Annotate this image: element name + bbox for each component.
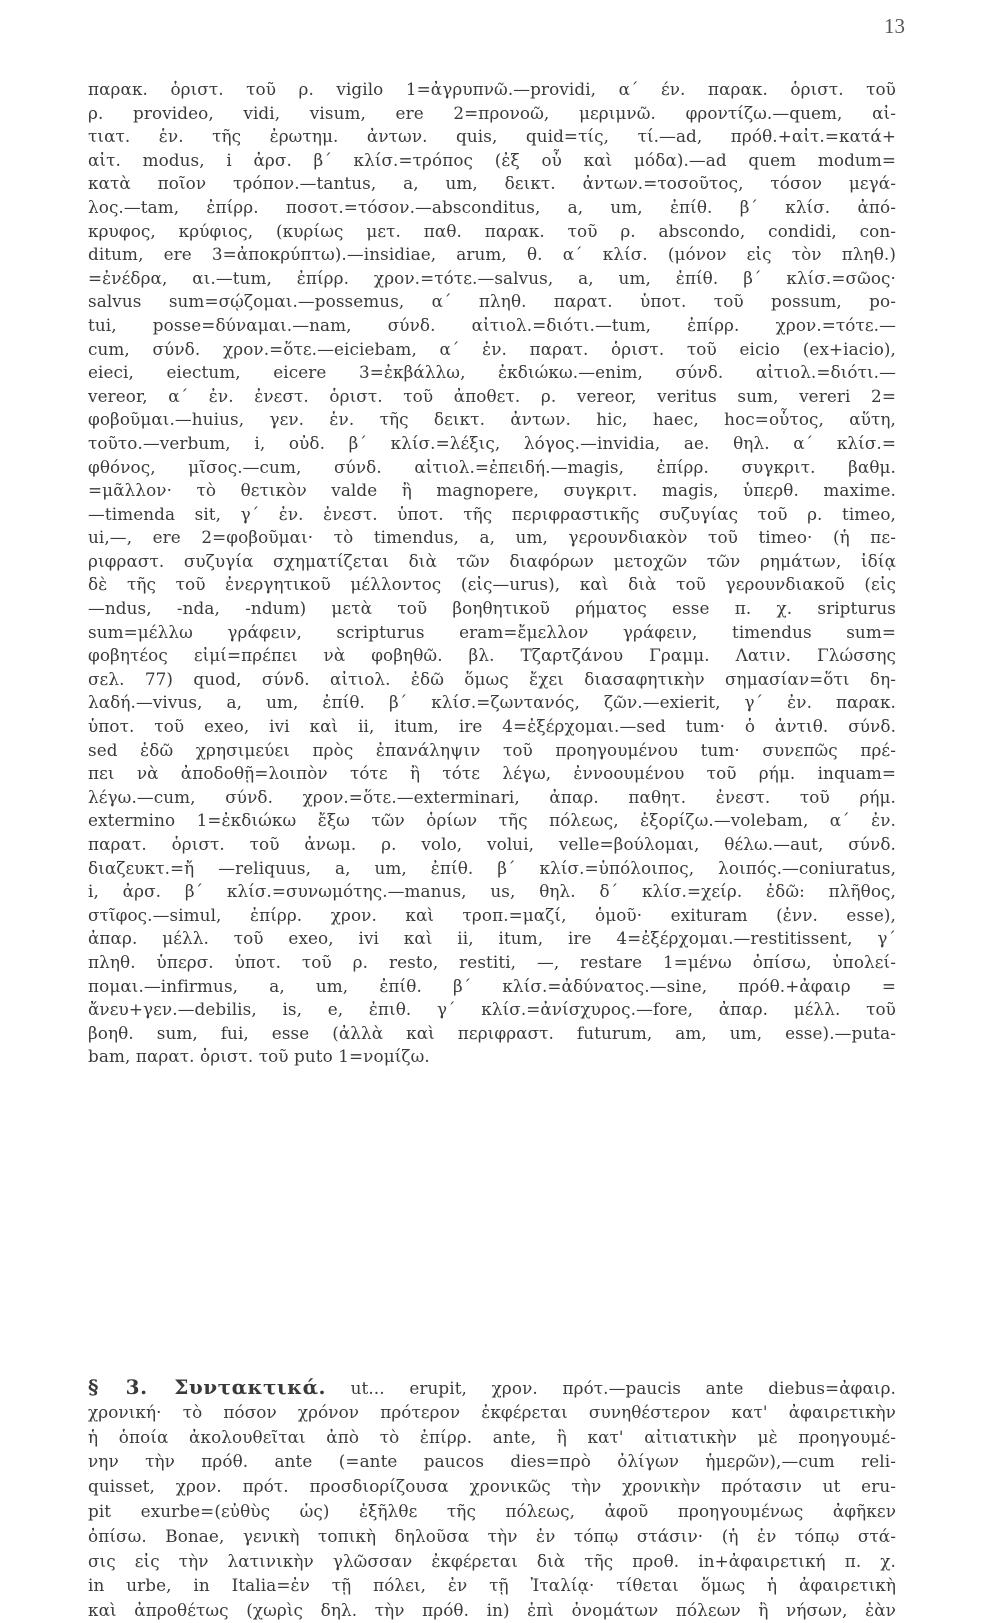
text-line: —timenda sit, γ΄ ἐν. ἐνεστ. ὑποτ. τῆς περιφραστικῆς συζυγίας τοῦ ρ. timeo, [88, 503, 896, 524]
syntax-section [88, 1375, 896, 1623]
section-text-line: νην τὴν πρόθ. ante (=ante paucos dies=πρὸ ὀλίγων ἡμερῶν),—cum reli- [88, 1451, 896, 1472]
text-line: extermino 1=ἐκδιώκω ἔξω τῶν ὁρίων τῆς πόλεως, ἐξορίζω.—volebam, α΄ ἐν. [88, 810, 896, 831]
text-line: ὑποτ. τοῦ exeo, ivi καὶ ii, itum, ire 4=ἐξέρχομαι.—sed tum· ὁ ἀντιθ. σύνδ. [88, 716, 896, 737]
section-text-line: καὶ ἀπροθέτως (χωρὶς δηλ. τὴν πρόθ. in) ἐπὶ ὀνομάτων πόλεων ἢ νήσων, ἐὰν [88, 1600, 896, 1621]
section-text-line: pit exurbe=(εὐθὺς ὡς) ἐξῆλθε τῆς πόλεως, ἀφοῦ προηγουμένως ἀφῆκεν [88, 1500, 896, 1521]
text-line: eieci, eiectum, eicere 3=ἐκβάλλω, ἐκδιώκω.—enim, σύνδ. αἰτιολ.=διότι.— [88, 362, 896, 383]
section-text-line: quisset, χρον. πρότ. προσδιορίζουσα χρονικῶς τὴν χρονικὴν πρότασιν ut eru- [88, 1476, 896, 1497]
text-line: στῖφος.—simul, ἐπίρρ. χρον. καὶ τροπ.=μαζί, ὁμοῦ· exituram (ἐνν. esse), [88, 904, 896, 925]
text-line: =ἐνέδρα, αι.—tum, ἐπίρρ. χρον.=τότε.—salvus, a, um, ἐπίθ. β΄ κλίσ.=σῶος· [88, 267, 896, 288]
text-line: ditum, ere 3=ἀποκρύπτω).—insidiae, arum, θ. α΄ κλίσ. (μόνον εἰς τὸν πληθ.) [88, 244, 896, 265]
text-line: δὲ τῆς τοῦ ἐνεργητικοῦ μέλλοντος (εἰς—urus), καὶ διὰ τοῦ γερουνδιακοῦ (εἰς [88, 574, 896, 595]
text-line: τοῦτο.—verbum, i, οὐδ. β΄ κλίσ.=λέξις, λόγος.—invidia, ae. θηλ. α΄ κλίσ.= [88, 432, 896, 453]
section-first-line-text: ut... erupit, χρον. πρότ.—paucis ante diebus=ἀφαιρ. [350, 1378, 896, 1398]
text-line: παρακ. ὁριστ. τοῦ ρ. vigilo 1=ἀγρυπνῶ.—providi, α΄ έν. παρακ. ὁριστ. τοῦ [88, 79, 896, 99]
text-line: λέγω.—cum, σύνδ. χρον.=ὅτε.—exterminari, ἀπαρ. παθητ. ἐνεστ. τοῦ ρήμ. [88, 786, 896, 807]
text-line: λος.—tam, ἐπίρρ. ποσοτ.=τόσον.—absconditus, a, um, ἐπίθ. β΄ κλίσ. ἀπό- [88, 196, 896, 217]
text-line: φοβητέος εἰμί=πρέπει νὰ φοβηθῶ. βλ. Τζαρτζάνου Γραμμ. Λατιν. Γλώσσης [88, 645, 896, 666]
text-line: ui,—, ere 2=φοβοῦμαι· τὸ timendus, a, um, γερουνδιακὸν τοῦ timeo· (ἡ πε- [88, 527, 896, 548]
text-line: ἄνευ+γεν.—debilis, is, e, ἐπιθ. γ΄ κλίσ.=ἀνίσχυρος.—fore, ἀπαρ. μέλλ. τοῦ [88, 999, 896, 1020]
text-line: =μᾶλλον· τὸ θετικὸν valde ἢ magnopere, συγκριτ. magis, ὑπερθ. maxime. [88, 480, 896, 501]
text-line: ἀπαρ. μέλλ. τοῦ exeo, ivi καὶ ii, itum, ire 4=ἐξέρχομαι.—restitissent, γ΄ [88, 928, 896, 949]
section-text-line: ὀπίσω. Bonae, γενικὴ τοπικὴ δηλοῦσα τὴν ἐν τόπῳ στάσιν· (ἡ ἐν τόπῳ στά- [88, 1525, 896, 1546]
text-line: σελ. 77) quod, σύνδ. αἰτιολ. ἐδῶ ὅμως ἔχει διασαφητικὴν σημασίαν=ὅτι δη- [88, 668, 896, 689]
text-line: vereor, α΄ ἐν. ἐνεστ. ὁριστ. τοῦ ἀποθετ. ρ. vereor, veritus sum, vereri 2= [88, 385, 896, 406]
text-line: πει νὰ ἀποδοθῇ=λοιπὸν τότε ἢ τότε λέγω, ἐννοουμένου τοῦ ρήμ. inquam= [88, 763, 896, 784]
text-line: i, ἀρσ. β΄ κλίσ.=συνωμότης.—manus, us, θηλ. δ΄ κλίσ.=χείρ. ἐδῶ: πλῆθος, [88, 881, 896, 902]
text-line: κρυφος, κρύφιος, (κυρίως μετ. παθ. παρακ. τοῦ ρ. abscondo, condidi, con- [88, 220, 896, 241]
section-text-line: in urbe, in Italia=ἐν τῇ πόλει, ἐν τῇ Ἰταλίᾳ· τίθεται ὅμως ἡ ἀφαιρετικὴ [88, 1575, 896, 1596]
text-line: τιατ. ἑν. τῆς ἐρωτημ. ἀντων. quis, quid=τίς, τί.—ad, πρόθ.+αἰτ.=κατά+ [88, 126, 896, 147]
text-line: sum=μέλλω γράφειν, scripturus eram=ἔμελλον γράφειν, timendus sum= [88, 621, 896, 642]
text-line: πληθ. ὑπερσ. ὑποτ. τοῦ ρ. resto, restiti, —, restare 1=μένω ὀπίσω, ὑπολεί- [88, 951, 896, 972]
text-line: αἰτ. modus, i ἀρσ. β΄ κλίσ.=τρόπος (ἐξ οὗ καὶ μόδα).—ad quem modum= [88, 149, 896, 170]
text-line: —ndus, -nda, -ndum) μετὰ τοῦ βοηθητικοῦ ρήματος esse π. χ. sripturus [88, 598, 896, 619]
text-line: διαζευκτ.=ἤ —reliquus, a, um, ἐπίθ. β΄ κλίσ.=ὑπόλοιπος, λοιπός.—coniuratus, [88, 857, 896, 878]
text-line: βοηθ. sum, fui, esse (ἀλλὰ καὶ περιφραστ. futurum, am, um, esse).—puta- [88, 1022, 896, 1043]
page-number: 13 [884, 14, 905, 38]
text-line: cum, σύνδ. χρον.=ὅτε.—eiciebam, α΄ ἐν. παρατ. ὁριστ. τοῦ eicio (ex+iacio), [88, 338, 896, 359]
text-line: λαδή.—vivus, a, um, ἐπίθ. β΄ κλίσ.=ζωντανός, ζῶν.—exierit, γ΄ ἐν. παρακ. [88, 692, 896, 713]
text-line: κατὰ ποῖον τρόπον.—tantus, a, um, δεικτ. ἀντων.=τοσοῦτος, τόσον μεγά- [88, 173, 896, 194]
text-line: παρατ. ὁριστ. τοῦ ἀνωμ. ρ. volo, volui, velle=βούλομαι, θέλω.—aut, σύνδ. [88, 834, 896, 854]
lexicon-text-block [88, 78, 896, 1069]
section-text-line: σις εἰς τὴν λατινικὴν γλῶσσαν ἐκφέρεται διὰ τῆς προθ. in+ἀφαιρετική π. χ. [88, 1550, 896, 1571]
text-line: φοβοῦμαι.—huius, γεν. ἑν. τῆς δεικτ. ἀντων. hic, haec, hoc=οὗτος, αὕτη, [88, 409, 896, 430]
text-line: salvus sum=σῴζομαι.—possemus, α΄ πληθ. παρατ. ὑποτ. τοῦ possum, po- [88, 291, 896, 312]
text-line: tui, posse=δύναμαι.—nam, σύνδ. αἰτιολ.=διότι.—tum, ἐπίρρ. χρον.=τότε.— [88, 314, 896, 335]
text-line: φθόνος, μῖσος.—cum, σύνδ. αἰτιολ.=ἐπειδή.—magis, ἐπίρρ. συγκριτ. βαθμ. [88, 456, 896, 477]
section-first-line [88, 1375, 896, 1400]
text-line: ρ. provideo, vidi, visum, ere 2=προνοῶ, μεριμνῶ. φροντίζω.—quem, αἰ- [88, 102, 896, 123]
section-lines [88, 1400, 896, 1623]
section-heading: § 3. Συντακτικά. [88, 1375, 326, 1399]
section-text-line: ἡ ὁποία ἀκολουθεῖται ἀπὸ τὸ ἐπίρρ. ante, ἢ κατ' αἰτιατικὴν μὲ προηγουμέ- [88, 1426, 896, 1447]
section-text-line: χρονική· τὸ πόσον χρόνον πρότερον ἐκφέρεται συνηθέστερον κατ' ἀφαιρετικὴν [88, 1401, 896, 1422]
text-line: ριφραστ. συζυγία σχηματίζεται διὰ τῶν διαφόρων μετοχῶν τῶν ρημάτων, ἰδίᾳ [88, 550, 896, 571]
text-line: sed ἐδῶ χρησιμεύει πρὸς ἐπανάληψιν τοῦ προηγουμένου tum· συνεπῶς πρέ- [88, 739, 896, 760]
text-line: πομαι.—infirmus, a, um, ἐπίθ. β΄ κλίσ.=ἀδύνατος.—sine, πρόθ.+ἀφαιρ = [88, 975, 896, 996]
text-line: bam, παρατ. ὁριστ. τοῦ puto 1=νομίζω. [88, 1046, 430, 1067]
